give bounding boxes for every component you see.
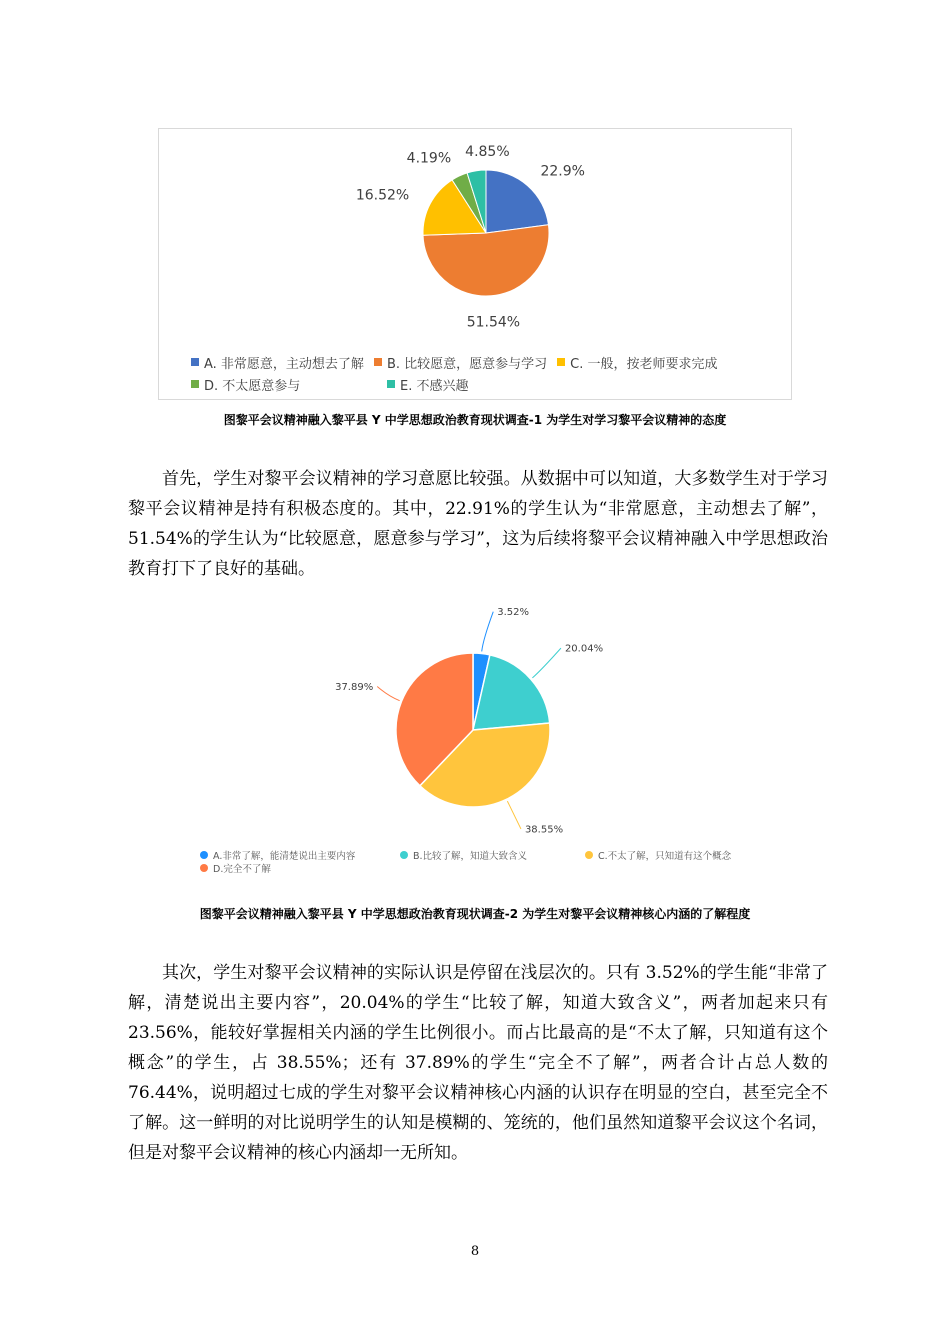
legend-item: D. 不太愿意参与 <box>191 375 377 394</box>
data-label: 51.54% <box>466 314 521 331</box>
pie-slice <box>486 170 548 233</box>
pie-slice <box>423 225 549 296</box>
pie-chart-understanding <box>190 607 760 885</box>
data-label: 37.89% <box>335 681 374 693</box>
legend-item: C.不太了解，只知道有这个概念 <box>585 848 731 862</box>
legend-swatch <box>191 380 199 388</box>
pie-chart-attitude <box>159 129 791 349</box>
legend-item: B.比较了解，知道大致含义 <box>400 848 575 862</box>
legend-swatch <box>387 380 395 388</box>
chart1-legend <box>191 351 781 395</box>
paragraph-1: 首先，学生对黎平会议精神的学习意愿比较强。从数据中可以知道，大多数学生对于学习黎平会议精神是持有积极态度的。其中，22.91%的学生认为“非常愿意，主动想去了解”，51.54%的学生认为“比较愿意，愿意参与学习”，这为后续将黎平会议精神融入中学思想政治教育打下了良好的基础。 <box>128 469 828 579</box>
data-label: 3.52% <box>497 607 530 619</box>
data-label: 38.55% <box>524 824 564 836</box>
legend-swatch <box>557 358 565 366</box>
legend-dot <box>400 851 408 859</box>
legend-item: B. 比较愿意，愿意参与学习 <box>374 353 547 372</box>
legend-item: A.非常了解，能清楚说出主要内容 <box>200 848 390 862</box>
legend-swatch <box>374 358 382 366</box>
legend-item: A. 非常愿意，主动想去了解 <box>191 353 364 372</box>
data-label: 4.19% <box>406 150 452 167</box>
page-number: 8 <box>470 1244 480 1259</box>
legend-item: E. 不感兴趣 <box>387 375 468 394</box>
chart1-container <box>158 128 792 400</box>
legend-dot <box>200 864 208 872</box>
paragraph-2: 其次，学生对黎平会议精神的实际认识是停留在浅层次的。只有 3.52%的学生能“非常了解，清楚说出主要内容”，20.04%的学生“比较了解，知道大致含义”，两者加起来只有 23.56%，能较好掌握相关内涵的学生比例很小。而占比最高的是“不太了解，只知道有这个概念”的学生，占 38.55%；还有 37.89%的学生“完全不了解”，两者合计占总人数的 76.44%，说明超过七成的学生对黎平会议精神核心内涵的认识存在明显的空白，甚至完全不了解。这一鲜明的对比说明学生的认知是模糊的、笼统的，他们虽然知道黎平会议这个名词，但是对黎平会议精神的核心内涵却一无所知。 <box>128 963 828 1163</box>
figure1-caption: 图黎平会议精神融入黎平县 Y 中学思想政治教育现状调查-1 为学生对学习黎平会议精神的态度 <box>223 413 727 427</box>
data-label: 16.52% <box>355 187 410 204</box>
figure2-caption: 图黎平会议精神融入黎平县 Y 中学思想政治教育现状调查-2 为学生对黎平会议精神核心内涵的了解程度 <box>199 907 751 921</box>
legend-dot <box>585 851 593 859</box>
legend-item: D.完全不了解 <box>200 861 271 875</box>
data-label: 4.85% <box>465 143 510 160</box>
data-label: 22.9% <box>540 163 585 180</box>
leader-line <box>507 801 521 829</box>
legend-swatch <box>191 358 199 366</box>
chart2-legend <box>200 848 760 874</box>
leader-line <box>532 648 561 678</box>
leader-line <box>482 612 494 652</box>
leader-line <box>377 686 399 700</box>
data-label: 20.04% <box>564 643 604 655</box>
legend-dot <box>200 851 208 859</box>
legend-item: C. 一般，按老师要求完成 <box>557 353 717 372</box>
